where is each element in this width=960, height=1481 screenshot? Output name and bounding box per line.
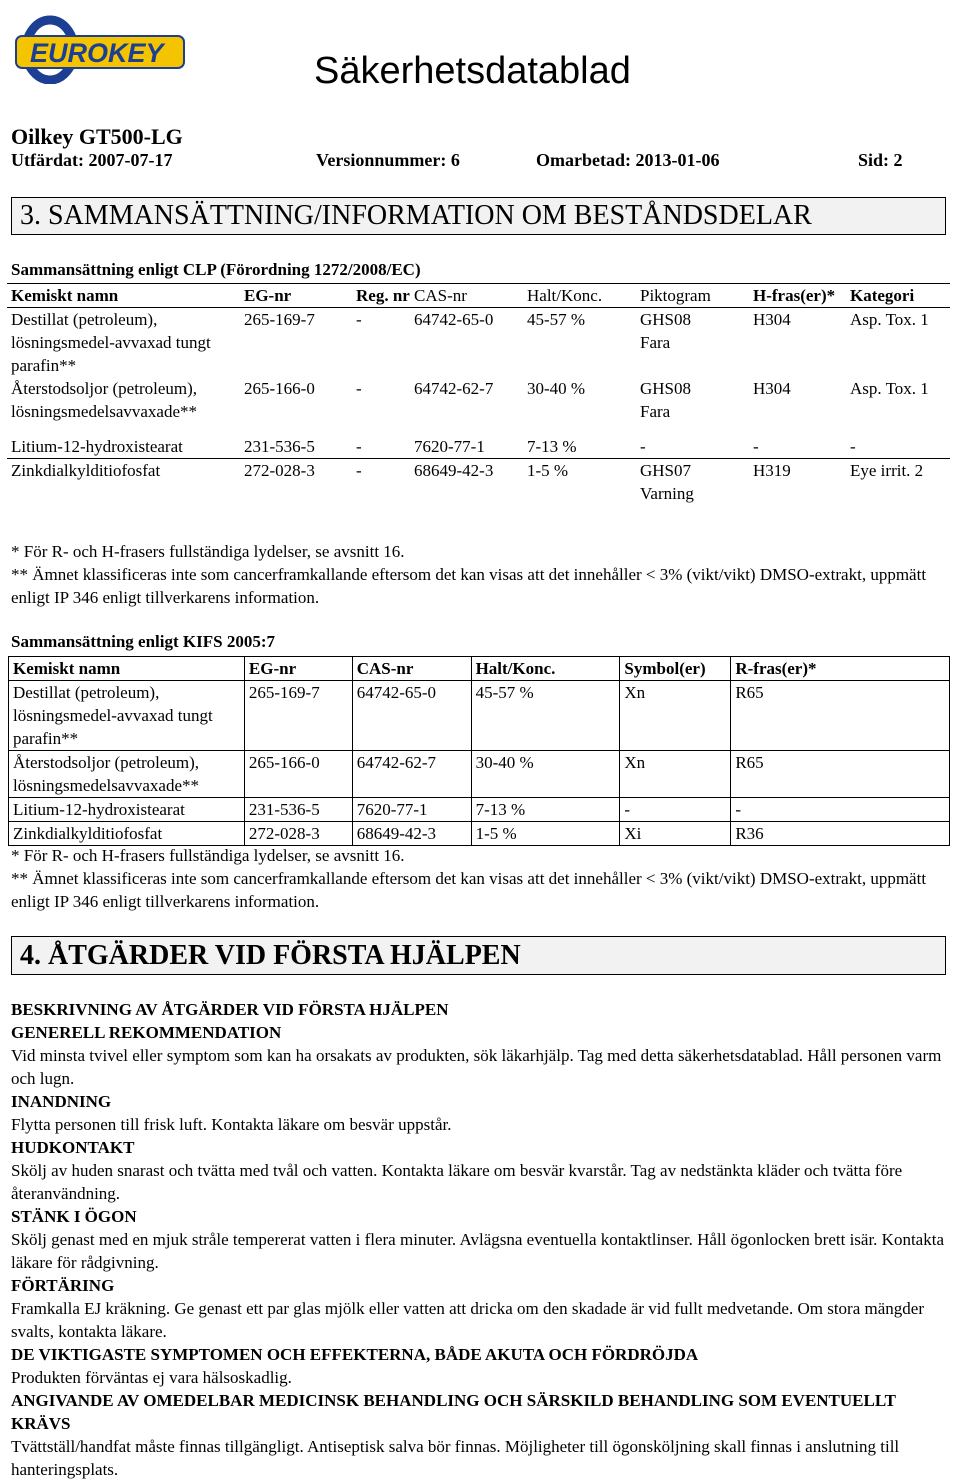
clp-footnote-2: ** Ämnet klassificeras inte som cancerframkallande eftersom det kan visas att det innehåller < 3% (vikt/vikt) DMSO-extrakt, uppmätt enligt IP 346 enligt tillverkarens information. — [11, 565, 927, 607]
table-row — [9, 751, 950, 798]
eurokey-logo — [14, 12, 186, 84]
document-title: Säkerhetsdatablad — [314, 50, 631, 92]
table-header-row — [7, 284, 950, 308]
column-header: Reg. nr — [352, 284, 410, 308]
clp-heading: Sammansättning enligt CLP (Förordning 1272/2008/EC) — [11, 260, 421, 279]
column-header: Kategori — [846, 284, 950, 308]
first-aid-section — [11, 998, 946, 1481]
cell: Zinkdialkylditiofosfat — [9, 822, 245, 846]
cell: 30-40 % — [527, 379, 586, 398]
cell: - — [356, 310, 362, 329]
column-header: CAS-nr — [410, 284, 523, 308]
cell: GHS07 Varning — [640, 461, 694, 503]
table-row — [7, 377, 950, 423]
cell: - — [846, 435, 950, 459]
first-aid-text: Tvättställ/handfat måste finnas tillgängligt. Antiseptisk salva bör finnas. Möjligheter till ögonsköljning skall finnas i anslutning till hanteringsplats. — [11, 1437, 900, 1479]
issued-date: Utfärdat: 2007-07-17 — [11, 150, 173, 170]
cell: GHS08 Fara — [640, 310, 692, 352]
cell: Zinkdialkylditiofosfat — [11, 461, 161, 480]
cell: 7-13 % — [471, 798, 620, 822]
cell: Destillat (petroleum), lösningsmedel-avvaxad tungt parafin** — [11, 310, 211, 375]
cell: 64742-62-7 — [352, 751, 471, 798]
first-aid-heading: HUDKONTAKT — [11, 1138, 135, 1157]
cell: 45-57 % — [527, 310, 586, 329]
cell: 265-166-0 — [244, 751, 352, 798]
cell: - — [749, 435, 846, 459]
column-header: R-fras(er)* — [731, 657, 950, 681]
cell: Xn — [620, 751, 731, 798]
column-header: Kemiskt namn — [7, 284, 240, 308]
first-aid-text: Produkten förväntas ej vara hälsoskadlig. — [11, 1368, 292, 1387]
section-3-title: 3. SAMMANSÄTTNING/INFORMATION OM BESTÅNDSDELAR — [11, 197, 946, 235]
table-row — [9, 822, 950, 846]
cell: 1-5 % — [527, 461, 569, 480]
cell: Asp. Tox. 1 — [850, 310, 929, 329]
cell: R65 — [731, 751, 950, 798]
first-aid-heading: FÖRTÄRING — [11, 1276, 115, 1295]
cell: H304 — [753, 310, 791, 329]
first-aid-text: Flytta personen till frisk luft. Kontakta läkare om besvär uppstår. — [11, 1115, 452, 1134]
cell: Xn — [620, 681, 731, 751]
cell: 265-169-7 — [244, 681, 352, 751]
first-aid-text: Skölj av huden snarast och tvätta med tvål och vatten. Kontakta läkare om besvär kvarstår. Tag av nedstänkta kläder och tvätta före återanvändning. — [11, 1161, 903, 1203]
cell: - — [352, 435, 410, 459]
table-row — [7, 459, 950, 506]
first-aid-text: Skölj genast med en mjuk stråle tempererat vatten i flera minuter. Avlägsna eventuella kontaktlinser. Håll ögonlocken brett isär. Kontakta läkare för rådgivning. — [11, 1230, 944, 1272]
cell: Destillat (petroleum), lösningsmedel-avvaxad tungt parafin** — [9, 681, 245, 751]
first-aid-heading: STÄNK I ÖGON — [11, 1207, 137, 1226]
table-row — [7, 435, 950, 459]
kifs-footnote-2: ** Ämnet klassificeras inte som cancerframkallande eftersom det kan visas att det innehåller < 3% (vikt/vikt) DMSO-extrakt, uppmätt enligt IP 346 enligt tillverkarens information. — [11, 869, 927, 911]
cell: 30-40 % — [471, 751, 620, 798]
cell: Xi — [620, 822, 731, 846]
table-header-row — [9, 657, 950, 681]
cell: 272-028-3 — [244, 822, 352, 846]
kifs-heading: Sammansättning enligt KIFS 2005:7 — [11, 632, 275, 651]
column-header: H-fras(er)* — [749, 284, 846, 308]
cell: 7620-77-1 — [410, 435, 523, 459]
product-name: Oilkey GT500-LG — [11, 124, 183, 149]
table-row — [7, 308, 950, 378]
first-aid-text: Vid minsta tvivel eller symptom som kan ha orsakats av produkten, sök läkarhjälp. Tag med detta säkerhetsdatablad. Håll personen varm och lugn. — [11, 1046, 942, 1088]
first-aid-text: Framkalla EJ kräkning. Ge genast ett par glas mjölk eller vatten att dricka om den skadade är vid fullt medvetande. Om stora mängder svalts, kontakta läkare. — [11, 1299, 924, 1341]
first-aid-heading: GENERELL REKOMMENDATION — [11, 1023, 282, 1042]
cell: 265-166-0 — [244, 379, 315, 398]
cell: H319 — [753, 461, 791, 480]
kifs-table — [8, 656, 950, 846]
cell: - — [636, 435, 749, 459]
version-number: Versionnummer: 6 — [316, 150, 460, 170]
cell: 64742-65-0 — [352, 681, 471, 751]
cell: Litium-12-hydroxistearat — [7, 435, 240, 459]
page-number: Sid: 2 — [858, 150, 903, 170]
first-aid-heading: INANDNING — [11, 1092, 112, 1111]
cell: H304 — [753, 379, 791, 398]
cell: Litium-12-hydroxistearat — [9, 798, 245, 822]
cell: - — [356, 379, 362, 398]
column-header: CAS-nr — [352, 657, 471, 681]
cell: Asp. Tox. 1 — [850, 379, 929, 398]
cell: 68649-42-3 — [414, 461, 494, 480]
cell: Återstodsoljor (petroleum), lösningsmedelsavvaxade** — [11, 379, 198, 421]
column-header: Kemiskt namn — [9, 657, 245, 681]
cell: R65 — [731, 681, 950, 751]
column-header: Piktogram — [636, 284, 749, 308]
first-aid-heading: ANGIVANDE AV OMEDELBAR MEDICINSK BEHANDLING OCH SÄRSKILD BEHANDLING SOM EVENTUELLT KRÄVS — [11, 1391, 896, 1433]
cell: - — [356, 461, 362, 480]
logo-text: EUROKEY — [30, 38, 164, 68]
revised-date: Omarbetad: 2013-01-06 — [536, 150, 720, 170]
table-row — [9, 681, 950, 751]
cell: 265-169-7 — [244, 310, 315, 329]
section-4-title: 4. ÅTGÄRDER VID FÖRSTA HJÄLPEN — [11, 936, 946, 975]
clp-table — [7, 283, 950, 505]
cell: - — [620, 798, 731, 822]
kifs-footnote-1: * För R- och H-frasers fullständiga lydelser, se avsnitt 16. — [11, 846, 405, 865]
cell: Återstodsoljor (petroleum), lösningsmedelsavvaxade** — [9, 751, 245, 798]
cell: - — [731, 798, 950, 822]
cell: 64742-65-0 — [414, 310, 494, 329]
cell: Eye irrit. 2 — [850, 461, 924, 480]
cell: 64742-62-7 — [414, 379, 494, 398]
column-header: Symbol(er) — [620, 657, 731, 681]
clp-footnote-1: * För R- och H-frasers fullständiga lydelser, se avsnitt 16. — [11, 542, 405, 561]
first-aid-heading: BESKRIVNING AV ÅTGÄRDER VID FÖRSTA HJÄLPEN — [11, 1000, 449, 1019]
cell: GHS08 Fara — [640, 379, 692, 421]
column-header: EG-nr — [240, 284, 352, 308]
cell: 68649-42-3 — [352, 822, 471, 846]
cell: R36 — [731, 822, 950, 846]
first-aid-heading: DE VIKTIGASTE SYMPTOMEN OCH EFFEKTERNA, BÅDE AKUTA OCH FÖRDRÖJDA — [11, 1345, 699, 1364]
column-header: EG-nr — [244, 657, 352, 681]
table-row — [9, 798, 950, 822]
column-header: Halt/Konc. — [471, 657, 620, 681]
cell: 231-536-5 — [244, 798, 352, 822]
cell: 7620-77-1 — [352, 798, 471, 822]
cell: 7-13 % — [523, 435, 636, 459]
column-header: Halt/Konc. — [523, 284, 636, 308]
cell: 1-5 % — [471, 822, 620, 846]
cell: 272-028-3 — [244, 461, 315, 480]
cell: 45-57 % — [471, 681, 620, 751]
cell: 231-536-5 — [240, 435, 352, 459]
